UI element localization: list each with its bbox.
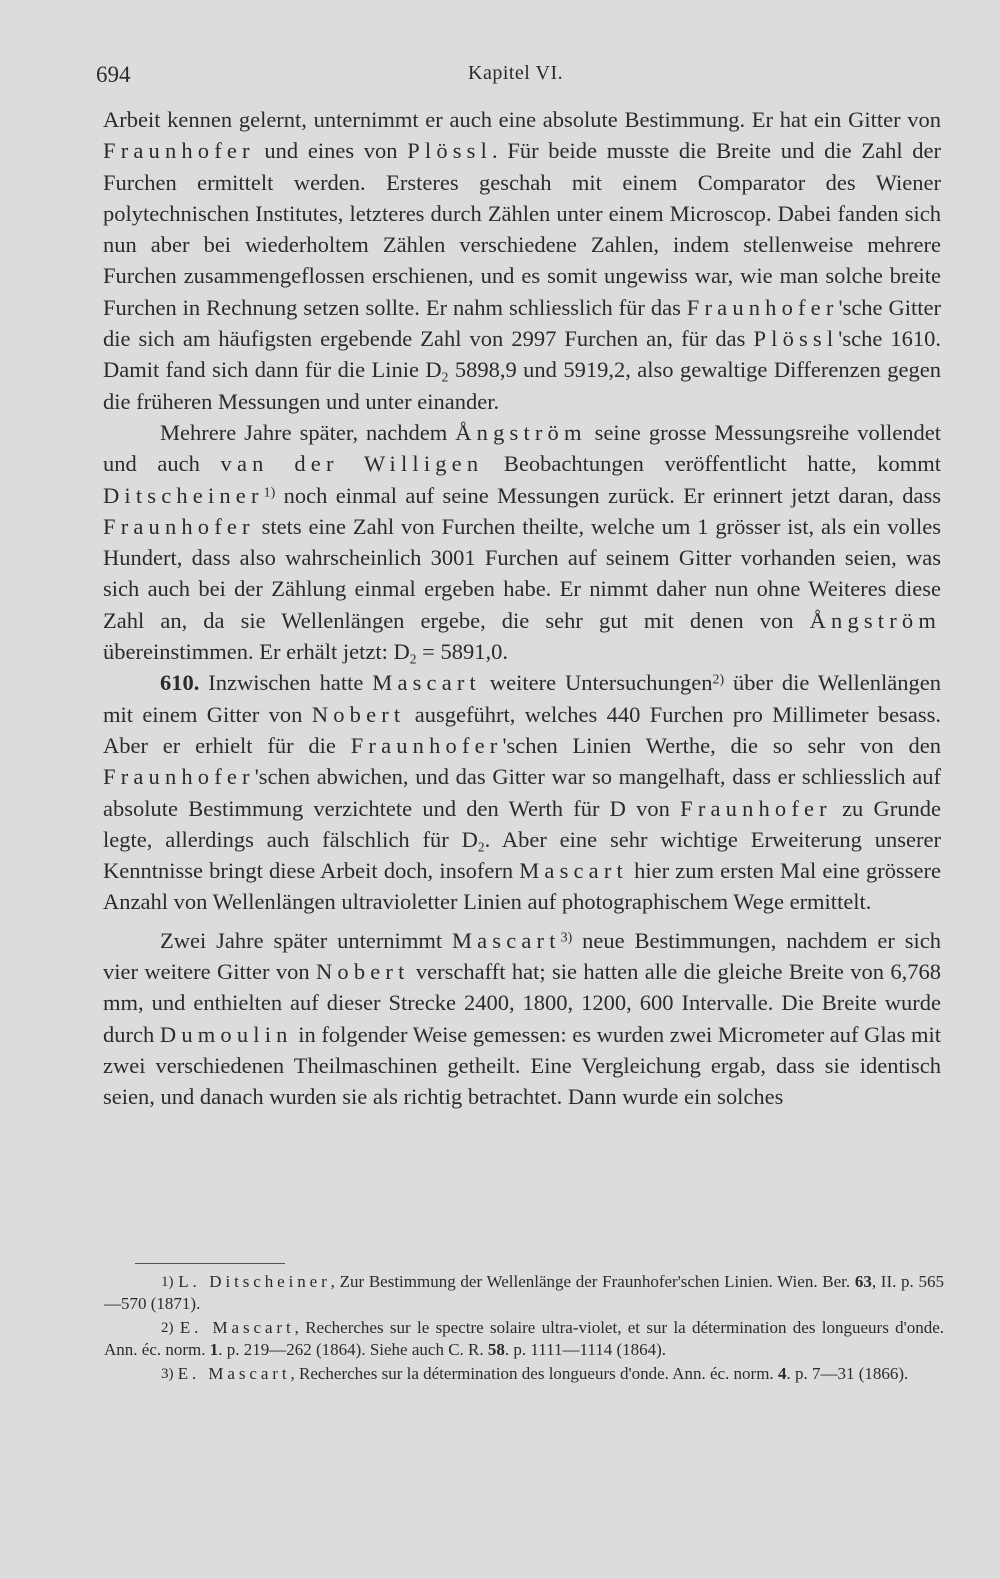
paragraph-4 [103, 925, 941, 1113]
subscript: 2 [409, 651, 417, 667]
text: Arbeit kennen gelernt, unternimmt er auch eine absolute Bestimmung. Er hat ein Gitter von [103, 107, 941, 132]
paragraph-2 [103, 417, 941, 667]
volume-number: 63 [854, 1272, 872, 1291]
person-name: Fraunhofer [680, 795, 832, 821]
footnotes [104, 1271, 944, 1388]
footnote-ref: 3) [560, 930, 573, 946]
volume-number: 58 [487, 1340, 505, 1359]
text: . p. 1111—1114 (1864). [504, 1340, 667, 1359]
person-name: van der Willigen [220, 451, 484, 477]
person-name: Nobert [311, 701, 406, 727]
volume-number: 4 [777, 1364, 787, 1383]
text: zu Grunde legte, allerdings auch fälschlich für D [103, 795, 941, 852]
paragraph-1 [103, 104, 941, 417]
text: . p. 7—31 (1866). [786, 1364, 909, 1383]
footnote-ref: 1) [263, 485, 276, 501]
person-name: Mascart [372, 670, 481, 696]
person-name: Ångström [809, 607, 941, 633]
person-name: Fraunhofer [103, 764, 255, 790]
text: Inzwischen hatte [199, 670, 373, 696]
section-number: 610. [160, 670, 200, 696]
running-head: Kapitel VI. [468, 62, 564, 84]
paragraph-3 [103, 667, 941, 917]
person-name: Fraunhofer [103, 513, 255, 539]
text: über die Wellenlängen mit einem Gitter von [103, 670, 942, 727]
page-header [96, 62, 940, 92]
main-text [103, 104, 941, 1113]
text: hier zum ersten Mal eine grössere Anzahl von Wellenlängen ultravioletter Linien auf photographischem Wege ermittelt. [103, 858, 941, 915]
text: und eines von [254, 138, 408, 164]
subscript: 2 [477, 839, 485, 855]
footnote-author: E. Mascart [179, 1318, 295, 1337]
text: seine grosse Messungsreihe vollendet und auch [103, 419, 941, 477]
text: übereinstimmen. Er erhält jetzt: D [103, 639, 410, 665]
footnote-author: L. Ditscheiner [178, 1272, 331, 1291]
text: , Recherches sur la détermination des longueurs d'onde. Ann. éc. norm. [290, 1364, 778, 1383]
page-number: 694 [96, 62, 131, 87]
person-name: Ditscheiner [103, 482, 264, 508]
footnote-ref: 2) [712, 673, 725, 689]
text: verschafft hat; sie hatten alle die gleiche Breite von 6,768 mm, und enthielten auf dieser Strecke 2400, 1800, 1200, 600 Intervalle. Die Breite wurde durch [103, 959, 941, 1047]
person-name: Nobert [316, 959, 410, 985]
footnote-divider [135, 1263, 285, 1264]
footnote-author: E. Mascart [177, 1364, 291, 1383]
text: Mehrere Jahre später, nachdem [160, 419, 456, 445]
person-name: Dumoulin [159, 1021, 293, 1047]
footnote-mark: 3) [161, 1366, 174, 1382]
text: stets eine Zahl von Furchen theilte, welche um 1 grösser ist, als ein volles Hundert, dass also wahrscheinlich 3001 Furchen auf seinem Gitter vorhanden seien, was sich auch bei der Zählung einmal ergeben habe. Er nimmt daher nun ohne Weiteres diese Zahl an, da sie Wellenlängen ergebe, die sehr gut mit denen von [103, 513, 941, 633]
footnote-2 [104, 1317, 944, 1360]
text: . Aber eine sehr wichtige Erweiterung unserer Kenntnisse bringt diese Arbeit doch, insofern [103, 826, 941, 884]
text: noch einmal auf seine Messungen zurück. Er erinnert jetzt daran, dass [275, 482, 941, 508]
text: , Zur Bestimmung der Wellenlänge der Fraunhofer'schen Linien. Wien. Ber. [330, 1272, 855, 1291]
footnote-mark: 1) [161, 1274, 174, 1290]
text: 'sche Gitter die sich am häufigsten ergebende Zahl von 2997 Furchen an, für das [103, 294, 941, 352]
text: Zwei Jahre später unternimmt [160, 927, 452, 953]
text: , Recherches sur le spectre solaire ultra-violet, et sur la détermination des longueurs d'onde. Ann. éc. norm. [104, 1318, 944, 1359]
text: 'schen abwichen, und das Gitter war so mangelhaft, dass er schliesslich auf absolute Bestimmung verzichtete und den Werth für D von [103, 764, 941, 821]
person-name: Mascart [451, 927, 561, 953]
person-name: Fraunhofer [686, 294, 839, 320]
person-name: Mascart [519, 858, 628, 884]
text: 'schen Linien Werthe, die so sehr von den [502, 732, 942, 758]
text: 5898,9 und 5919,2, also gewaltige Differenzen gegen die früheren Messungen und unter einander. [103, 357, 942, 414]
volume-number: 1 [209, 1340, 219, 1359]
person-name: Plössl [407, 138, 493, 164]
text: weitere Untersuchungen [480, 670, 713, 696]
text: Beobachtungen veröffentlicht hatte, kommt [483, 451, 941, 477]
person-name: Plössl [753, 326, 839, 352]
text: 'sche 1610. Damit fand sich dann für die Linie D [103, 326, 941, 383]
text: = 5891,0. [416, 639, 508, 665]
text: , II. p. 565—570 (1871). [104, 1272, 945, 1313]
person-name: Ångström [455, 419, 587, 445]
text: ausgeführt, welches 440 Furchen pro Millimeter besass. Aber er erhielt für die [103, 701, 942, 758]
text: in folgender Weise gemessen: es wurden zwei Micrometer auf Glas mit zwei verschiedenen Theilmaschinen getheilt. Eine Vergleichung ergab, dass sie identisch seien, und danach wurden sie als richtig betrachtet. Dann wurde ein solches [103, 1021, 941, 1110]
person-name: Fraunhofer [350, 732, 503, 758]
footnote-3 [104, 1363, 944, 1385]
text: . p. 219—262 (1864). Siehe auch C. R. [218, 1340, 488, 1359]
text: neue Bestimmungen, nachdem er sich vier weitere Gitter von [103, 927, 941, 985]
text: . Für beide musste die Breite und die Zahl der Furchen ermittelt werden. Ersteres geschah mit einem Comparator des Wiener polytechnischen Institutes, letzteres durch Zählen unter einem Microscop. Dabei fanden sich nun aber bei wiederholtem Zählen verschiedene Zahlen, indem stellenweise mehrere Furchen zusammengeflossen erschienen, und es somit ungewiss war, wie man solche breite Furchen in Rechnung setzen sollte. Er nahm schliesslich für das [103, 138, 941, 320]
footnote-1 [104, 1271, 944, 1314]
subscript: 2 [441, 370, 449, 386]
footnote-mark: 2) [161, 1320, 174, 1336]
person-name: Fraunhofer [103, 138, 255, 164]
